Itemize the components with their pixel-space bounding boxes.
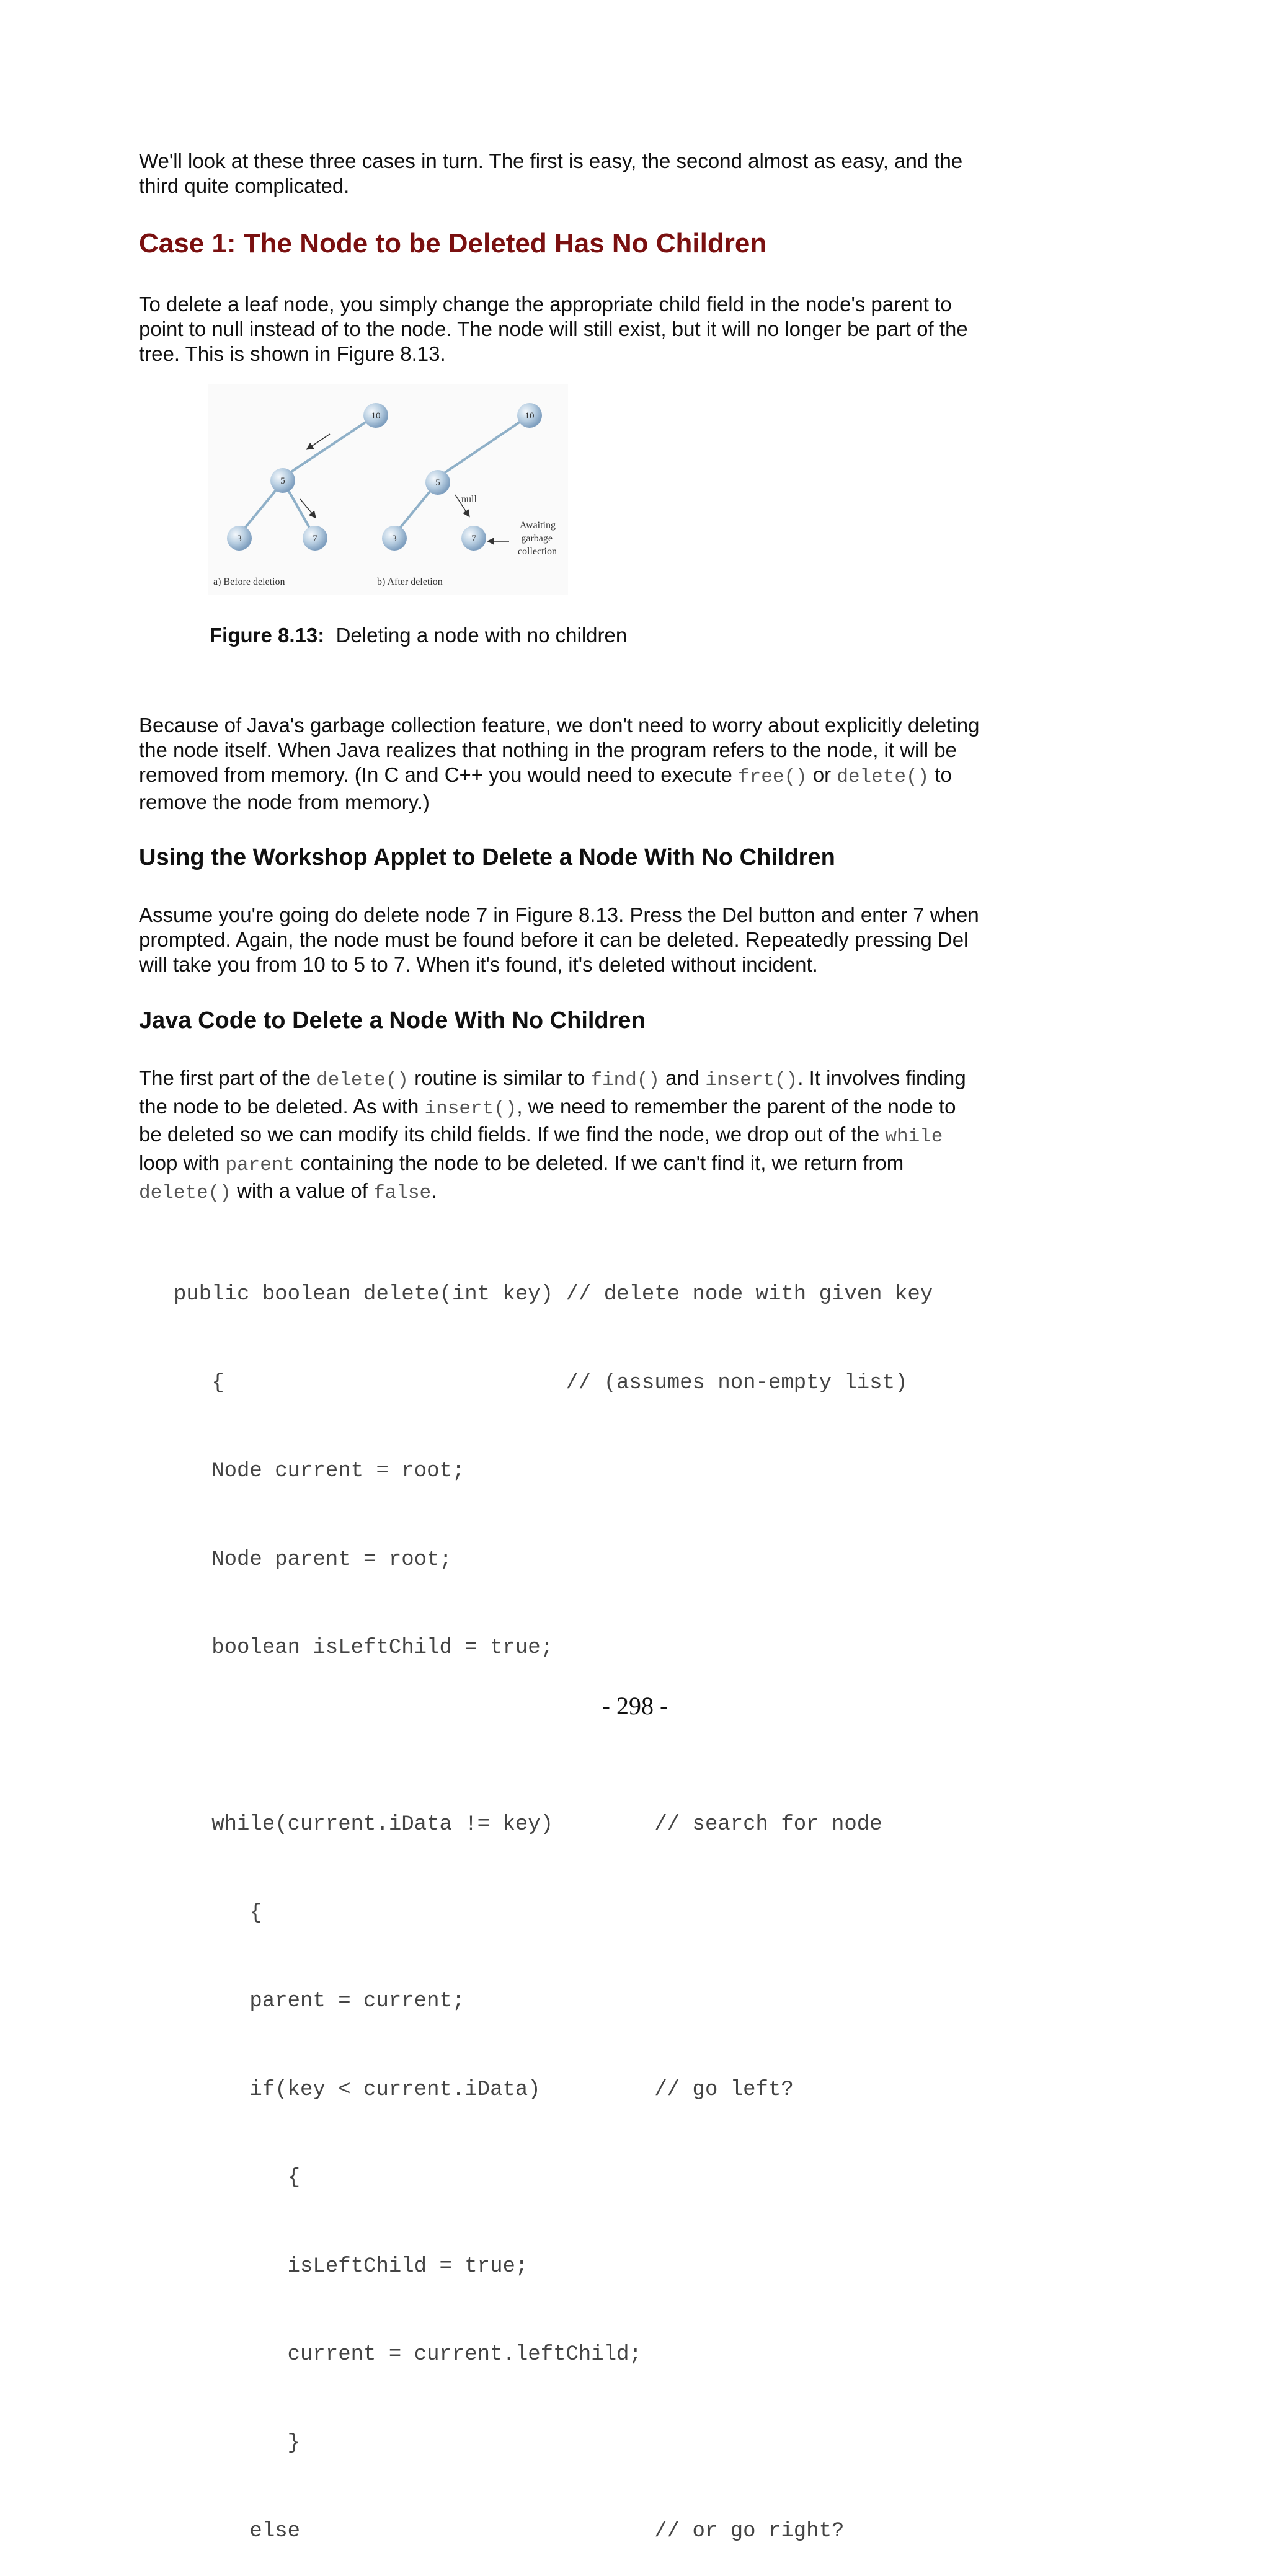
code-insert-method: insert(): [705, 1069, 798, 1091]
node-10-before: [363, 403, 388, 428]
node-3-before: [227, 526, 252, 551]
svg-text:5: 5: [435, 478, 440, 488]
code-false: false: [373, 1182, 432, 1204]
svg-text:5: 5: [280, 476, 285, 486]
svg-text:10: 10: [525, 411, 535, 421]
figure-caption: [210, 624, 627, 647]
code-line: else // or go right?: [174, 2520, 845, 2543]
code-insert-method-2: insert(): [424, 1097, 517, 1120]
null-label: null: [461, 494, 477, 505]
java-text-8: with a value of: [231, 1179, 374, 1202]
code-line: public boolean delete(int key) // delete node with given key: [174, 1283, 933, 1306]
node-5-before: [270, 468, 295, 493]
code-line: if(key < current.iData) // go left?: [174, 2078, 794, 2102]
code-listing: [174, 1221, 933, 2576]
figure-8-13-diagram: [208, 384, 568, 595]
java-text-2: routine is similar to: [408, 1066, 591, 1089]
workshop-heading: Using the Workshop Applet to Delete a Node With No Children: [139, 844, 835, 870]
code-line: current = current.leftChild;: [174, 2343, 642, 2366]
java-text-4: . It involves finding the node to be deleted. As with: [139, 1066, 966, 1118]
java-text-6: loop with: [139, 1151, 226, 1174]
svg-text:3: 3: [392, 534, 397, 544]
node-3-after: [382, 526, 407, 551]
code-free: free(): [738, 766, 807, 788]
code-find-method: find(): [590, 1069, 660, 1091]
code-line: [174, 1722, 933, 1752]
case1-paragraph: To delete a leaf node, you simply change the appropriate child field in the node's parent to point to null instead of to the node. The node will still exist, but it will no longer be part of the tree. This is shown in Figure 8.13.: [139, 293, 968, 365]
code-while: while: [885, 1126, 943, 1148]
node-7-after: [461, 526, 486, 551]
panel-a-label: a) Before deletion: [213, 577, 285, 587]
code-line: {: [174, 1901, 262, 1925]
java-text-3: and: [660, 1066, 706, 1089]
panel-b-label: b) After deletion: [377, 577, 443, 587]
figure-caption-label: Figure 8.13:: [210, 624, 325, 647]
java-text-1: The first part of the: [139, 1066, 317, 1089]
awaiting-label-3: collection: [517, 546, 557, 557]
code-delete-method: delete(): [316, 1069, 409, 1091]
code-line: }: [174, 2431, 301, 2455]
java-text-7: containing the node to be deleted. If we can't find it, we return from: [295, 1151, 904, 1174]
java-text-5: , we need to remember the parent of the node to be deleted so we can modify its child fields. If we find the node, we drop out of the: [139, 1094, 956, 1146]
svg-text:7: 7: [471, 534, 476, 544]
code-line: parent = current;: [174, 1990, 465, 2013]
code-delete-method-2: delete(): [139, 1182, 231, 1204]
gc-text-1: Because of Java's garbage collection feature, we don't need to worry about explicitly deleting the node itself. When Java realizes that nothing in the program refers to the node, it will be removed from memory. (In C and C++ you would need to execute: [139, 714, 980, 786]
gc-paragraph: [139, 713, 982, 815]
figure-caption-text: Deleting a node with no children: [335, 624, 628, 647]
page-number: - 298 -: [602, 1692, 668, 1720]
code-line: while(current.iData != key) // search for node: [174, 1813, 882, 1836]
svg-text:7: 7: [313, 534, 318, 544]
code-delete: delete(): [837, 766, 930, 788]
code-line: { // (assumes non-empty list): [174, 1371, 908, 1395]
code-parent: parent: [225, 1154, 295, 1176]
svg-text:3: 3: [237, 534, 242, 544]
code-line: Node parent = root;: [174, 1547, 452, 1572]
java-paragraph: [139, 1065, 982, 1206]
node-5-after: [425, 470, 450, 495]
gc-text-2: or: [807, 763, 837, 786]
java-code-heading: Java Code to Delete a Node With No Children: [139, 1007, 646, 1033]
code-line: isLeftChild = true;: [174, 2254, 528, 2278]
node-10-after: [517, 403, 542, 428]
awaiting-label-1: Awaiting: [519, 520, 556, 531]
code-line: Node current = root;: [174, 1459, 465, 1483]
gc-text-3: to remove the node from memory.): [139, 763, 952, 813]
intro-paragraph: We'll look at these three cases in turn. The first is easy, the second almost as easy, and the third quite complicated.: [139, 149, 963, 197]
awaiting-label-2: garbage: [521, 533, 553, 544]
code-line: {: [174, 2166, 301, 2190]
workshop-paragraph: Assume you're going do delete node 7 in Figure 8.13. Press the Del button and enter 7 when prompted. Again, the node must be found before it can be deleted. Repeatedly pressing Del will take you from 10 to 5 to 7. When it's found, it's deleted without incident.: [139, 903, 979, 976]
node-7-before: [303, 526, 327, 551]
svg-text:10: 10: [371, 411, 381, 421]
code-line: boolean isLeftChild = true;: [174, 1636, 554, 1660]
java-text-9: .: [431, 1179, 437, 1202]
case1-heading: Case 1: The Node to be Deleted Has No Children: [139, 228, 767, 259]
